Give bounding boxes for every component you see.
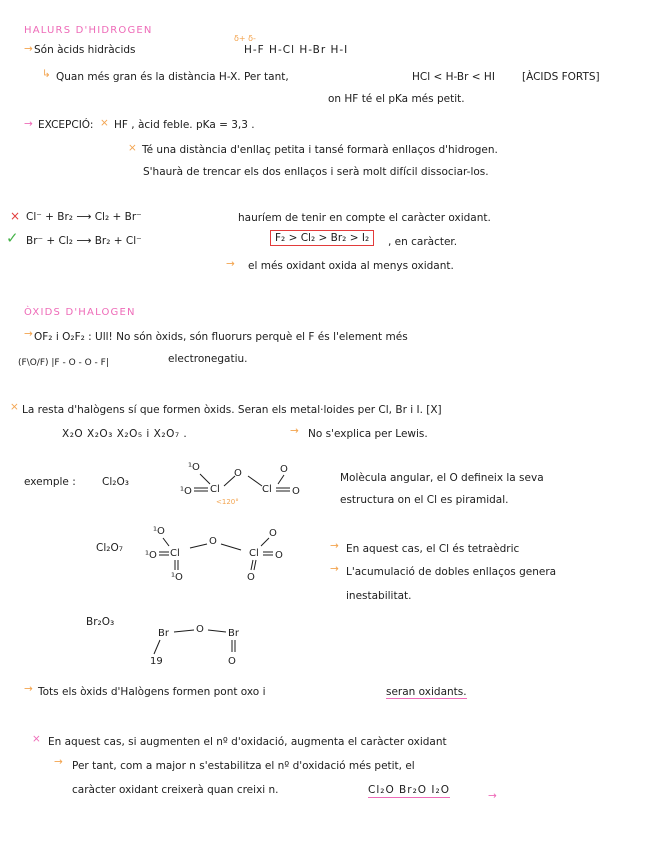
trend-line-1: En aquest cas, si augmenten el nº d'oxidació, augmenta el caràcter oxidant (48, 736, 447, 748)
star-icon: × (10, 401, 19, 413)
oxidant-order-box (270, 230, 374, 246)
bullet-arrow-icon: → (290, 425, 299, 437)
svg-text:Cl: Cl (210, 484, 220, 495)
svg-text:O: O (228, 656, 236, 667)
svg-text:¹O: ¹O (188, 462, 200, 473)
bullet-arrow-icon: → (24, 43, 33, 55)
summary-part-1: Tots els òxids d'Halògens formen pont oxo i (38, 686, 266, 698)
trend-arrow-icon: → (488, 790, 497, 802)
svg-text:O: O (234, 468, 242, 479)
oxidant-rule: el més oxidant oxida al menys oxidant. (248, 260, 454, 272)
exception-text: HF , àcid feble. pKa = 3,3 . (114, 119, 255, 131)
acidity-order: HCl < H-Br < HI (412, 71, 495, 83)
svg-text:Br: Br (228, 628, 239, 639)
br2o3-structure (150, 622, 260, 670)
exception-detail-2: S'haurà de trencar els dos enllaços i serà molt difícil dissociar-los. (143, 166, 489, 178)
oxide-formulas: X₂O X₂O₃ X₂O₅ i X₂O₇ . (62, 428, 188, 440)
oxidant-order: F₂ > Cl₂ > Br₂ > I₂ (275, 232, 370, 244)
cross-icon: × (10, 209, 21, 223)
strong-acids-note: [ÀCIDS FORTS] (522, 71, 600, 83)
check-icon: ✓ (6, 229, 19, 247)
cl2o7-structure (145, 524, 315, 586)
no-lewis-note: No s'explica per Lewis. (308, 428, 428, 440)
of2-sketch: (F\O/F) |F - O - O - F| (18, 358, 109, 368)
example-note-1: Molècula angular, el O defineix la seva (340, 472, 544, 484)
cl2o7-note-1: En aquest cas, el Cl és tetraèdric (346, 543, 520, 555)
hydrogen-halide-formulas: H-F H-Cl H-Br H-I (244, 44, 349, 56)
of2-line: OF₂ i O₂F₂ : Ull! No són òxids, són fluorurs perquè el F és l'element més (34, 331, 408, 343)
svg-text:O: O (209, 536, 217, 547)
star-icon: × (100, 117, 109, 129)
distance-text: Quan més gran és la distància H-X. Per tant, (56, 71, 289, 83)
svg-text:Cl: Cl (170, 548, 180, 559)
svg-text:O: O (196, 624, 204, 635)
subbullet-arrow-icon: ↳ (42, 68, 51, 80)
svg-text:¹O: ¹O (153, 526, 165, 537)
trend-series: Cl₂O Br₂O I₂O (368, 784, 450, 798)
svg-text:¹O: ¹O (145, 550, 157, 561)
exception-label: EXCEPCIÓ: (38, 119, 94, 131)
star-icon: × (32, 733, 41, 745)
section-heading-oxids: ÒXIDS D'HALOGEN (24, 307, 136, 318)
hidracids-text: Són àcids hidràcids (34, 44, 136, 56)
example-formula: Cl₂O₃ (102, 476, 129, 488)
svg-text:O: O (247, 572, 255, 583)
svg-text:Br: Br (158, 628, 169, 639)
br2o3-label: Br₂O₃ (86, 616, 115, 628)
star-icon: × (128, 142, 137, 154)
cl2o7-label: Cl₂O₇ (96, 542, 123, 554)
exception-detail-1: Té una distància d'enllaç petita i tansé formarà enllaços d'hidrogen. (142, 144, 498, 156)
bullet-arrow-icon: → (330, 540, 339, 552)
reaction-comment: hauríem de tenir en compte el caràcter oxidant. (238, 212, 491, 224)
svg-text:<120°: <120° (216, 498, 239, 506)
section-heading-halurs: HALURS D'HIDROGEN (24, 25, 153, 36)
svg-text:¹O: ¹O (180, 486, 192, 497)
pka-note: on HF té el pKa més petit. (328, 93, 465, 105)
svg-text:O: O (275, 550, 283, 561)
reaction-1: Cl⁻ + Br₂ ⟶ Cl₂ + Br⁻ (26, 211, 142, 223)
bullet-arrow-icon: → (54, 756, 63, 768)
reaction-2: Br⁻ + Cl₂ ⟶ Br₂ + Cl⁻ (26, 235, 142, 247)
bullet-arrow-icon: → (24, 328, 33, 340)
cl2o3-structure (180, 458, 320, 508)
svg-text:O: O (292, 486, 300, 497)
trend-line-2: Per tant, com a major n s'estabilitza el nº d'oxidació més petit, el (72, 760, 415, 772)
bullet-arrow-icon: → (24, 683, 33, 695)
summary-part-2: seran oxidants. (386, 686, 467, 698)
bullet-arrow-icon: → (330, 563, 339, 575)
svg-text:Cl: Cl (249, 548, 259, 559)
rest-halogens-line: La resta d'halògens sí que formen òxids. Seran els metal·loides per Cl, Br i I. [X] (22, 404, 442, 416)
example-label: exemple : (24, 476, 76, 488)
svg-text:O: O (269, 528, 277, 539)
trend-line-3: caràcter oxidant creixerà quan creixi n. (72, 784, 279, 796)
svg-text:O: O (280, 464, 288, 475)
svg-text:¹O: ¹O (171, 572, 183, 583)
svg-text:19: 19 (150, 656, 163, 667)
charge-marks: δ+ δ- (234, 34, 256, 43)
svg-text:Cl: Cl (262, 484, 272, 495)
example-note-2: estructura on el Cl es piramidal. (340, 494, 509, 506)
bullet-arrow-icon: → (226, 258, 235, 270)
cl2o7-note-2: L'acumulació de dobles enllaços genera (346, 566, 557, 578)
electronegative-text: electronegatiu. (168, 353, 248, 365)
pink-arrow-icon: → (24, 118, 33, 130)
cl2o7-note-3: inestabilitat. (346, 590, 412, 602)
oxidant-order-suffix: , en caràcter. (388, 236, 458, 248)
